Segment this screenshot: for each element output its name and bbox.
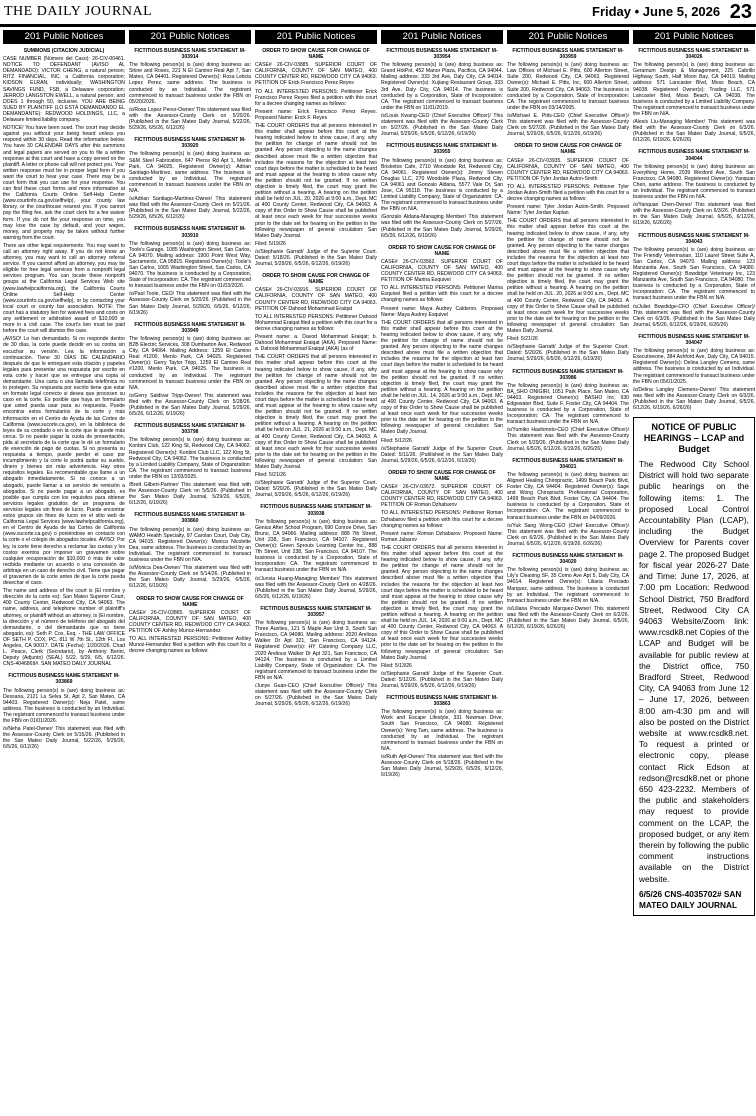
notices-column-3 bbox=[255, 30, 377, 1110]
notice-paragraph: Filed: 5/12/26 bbox=[381, 437, 412, 444]
section-header: 201 Public Notices bbox=[129, 30, 251, 44]
notice-paragraph: CASE# 26-CIV-03885. SUPERIOR COURT OF CALIFORNIA, COUNTY OF SAN MATEO, 400 COUNTY CENTER RD, REDWOOD CITY CA 94063. PETITION OF Erick Francisco Perez Reyes bbox=[255, 62, 377, 87]
notice-title: FICTITIOUS BUSINESS NAME STATEMENT M-303869 bbox=[8, 673, 120, 686]
legal-notice bbox=[507, 143, 629, 362]
notices-column-4 bbox=[381, 30, 503, 1110]
notice-paragraph: The following person(s) is (are) doing business as: Aligned Healing Chiropractic, 1499 Beach Park Blvd, Foster City, CA 94404. Registered Owner(s): Sage and Wong Chiropractic Professional Corporation, 1499 Beach Park Blvd, Foster City, CA 94404. The business is conducted by a Corporation, State of Incorporation: CA. The registrant commenced to transact business under the FBN on 04/09/2026. bbox=[507, 471, 629, 521]
page-number: 23 bbox=[729, 1, 752, 23]
notice-paragraph: /s/Stephanie Garratt/ Judge of the Superior Court. Dated: 5/11/26. (Published in the San Mateo Daily Journal, 5/29/26, 6/5/26, 6/12/26, 6/19/26) bbox=[381, 445, 503, 464]
notice-paragraph: CASE# 26-CIV-03935. SUPERIOR COURT OF CALIFORNIA, COUNTY OF SAN MATEO, 400 COUNTY CENTER RD, REDWOOD CITY CA 94063. PETITION OF Tyler Jordan Auton-Smith bbox=[507, 157, 629, 182]
notice-paragraph: /s/Paul Toole, CEO/ This statement was filed with the Assessor-County Clerk on 5/20/26. (Published in the San Mateo Daily Journal, 5/29/26, 6/5/26, 6/12/26, 6/19/26) bbox=[129, 291, 251, 316]
notice-paragraph: CASE# 26-CIV-03865. SUPERIOR COURT OF CALIFORNIA, COUNTY OF SAN MATEO, 400 COUNTY CENTER RD, REDWOOD CITY CA 94063. PETITION OF Ashley Munoz-Hernandez bbox=[129, 609, 251, 634]
notice-title: ORDER TO SHOW CAUSE FOR CHANGE OF NAME bbox=[136, 595, 244, 608]
notice-paragraph: /s/Stephanie Garratt/ Judge of the Superior Court. Dated: 5/12/26. (Published in the San Mateo Daily Journal, 5/29/26, 6/5/26, 6/12/26, 6/19/26) bbox=[381, 670, 503, 689]
notice-paragraph: /Gonzalo Aldana-Managing Member/ This statement was filed with the Assessor-County Clerk on 5/27/26. (Published in the San Mateo Daily Journal, 5/29/26, 6/5/26, 6/12/26, 6/19/26) bbox=[381, 214, 503, 239]
legal-notice bbox=[129, 596, 251, 655]
legal-notice bbox=[129, 137, 251, 220]
notice-title: FICTITIOUS BUSINESS NAME STATEMENT M-303959 bbox=[512, 48, 624, 61]
notice-paragraph: /s/Michael E. Pitts-CEO (Chief Executive Officer)/ This statement was filed with the Assessor-County Clerk on 5/27/26. (Published in the San Mateo Daily Journal, 5/29/26, 6/5/26, 6/12/26, 6/19/26) bbox=[507, 112, 629, 138]
notice-paragraph: /s/Delina Langley Clemens-Owner/ This statement was filed with the Assessor-County Clerk on 6/3/26. (Published in the San Mateo Daily Journal, 6/5/26, 6/12/26, 6/19/26, 6/26/26) bbox=[633, 386, 755, 411]
notice-paragraph: TO ALL INTERESTED PERSONS: Petitioner Dahood Mohammad Eraiqat filed a petition with this court for a decree changing names as follows: bbox=[255, 313, 377, 332]
notice-paragraph: /s/Stephanie Garratt/ Judge of the Superior Court. Dated: 5/20/26. (Published in the San Mateo Daily Journal, 5/29/26, 6/5/26, 6/12/26, 6/19/26) bbox=[255, 480, 377, 499]
legal-notice bbox=[381, 48, 503, 137]
notice-paragraph: /Brett Gilbert-Partner/ This statement was filed with the Assessor-County Clerk on 5/5/26. (Published in the San Mateo Daily Journal, 5/29/26, 6/5/26, 6/12/26, 6/19/26) bbox=[129, 482, 251, 507]
notice-title: FICTITIOUS BUSINESS NAME STATEMENT M-303914 bbox=[134, 48, 246, 61]
notice-paragraph: The following person(s) is (are) doing business as: B2B Electric Services, 308 Dumbarton Ave, Redwood City, CA 94064. Mailing Address: 1259 El Camino Real #1200, Menlo Park, CA 94025. Registered Owner(s): Gerry Taylor Tripp, 1259 El Camino Real #1200, Menlo Park, CA 94025. The business is conducted by an Individual. The registrant commenced to transact business under the FBN on N/A. bbox=[129, 335, 251, 391]
notice-paragraph: TO ALL INTERESTED PERSONS: Petitioner Roman Dzhabarov filed a petition with this court for a decree changing names as follows: bbox=[381, 510, 503, 529]
issue-info bbox=[592, 1, 752, 24]
issue-date: Friday • June 5, 2026 bbox=[592, 4, 721, 19]
notice-title: FICTITIOUS BUSINESS NAME STATEMENT M-304026 bbox=[638, 48, 750, 61]
notice-title: FICTITIOUS BUSINESS NAME STATEMENT M-303949 bbox=[134, 321, 246, 334]
notice-paragraph: The following person(s) is (are) doing business as: Grand HotPot, 452 Manor Plaza, Pacifica, CA 94044. Mailing address: 333 3rd Ave, Daly City, CA 94014. Registered Owner(s): Xujiang Restaurant Group, 333 3rd Ave, Daly City, CA 94014. The business is conducted by a Corporation, State of Incorporation: CA. The registrant commenced to transact business under the FBN on 11/01/2019. bbox=[381, 62, 503, 111]
legal-notice bbox=[633, 149, 755, 226]
notice-paragraph: The following person(s) is (are) doing business as: Law Offices of Michael E. Pitts, 600 Allerton Street, Suite 200, Redwood City, CA 94063. Registered Owner(s): Michael E. Pitts, Inc, 600 Allerton Street, Suite 200, Redwood City, CA 94063. The business is conducted by a Corporation, State of Incorporation: CA. The registrant commenced to transact business under the FBN on 03/14/2005. bbox=[507, 62, 629, 111]
notices-column-2 bbox=[129, 30, 251, 1110]
notice-title: FICTITIOUS BUSINESS NAME STATEMENT M-303957 bbox=[260, 605, 372, 618]
notice-paragraph: The following person(s) is (are) doing business as: Toole's Garage, 1085 Washington Street, San Carlos, CA 94070. Mailing address: 1900 Point West Way, Sacramento, CA 95815. Registered Owner(s): Toole's San Carlos, 1065 Washington Street, San Carlos, CA 94070. The business is conducted by a Corporation, State of Incorporation: CA. The registrant commenced to transact business under the FBN on 01/03/2026. bbox=[129, 240, 251, 290]
notice-paragraph: THE COURT ORDERS that all persons interested in this matter shall appear before this court at the hearing indicated below to show cause, if any, why the petition for change of name should not be granted. Any person objecting to the name changes described above must file a written objection that includes the reasons for the objection at least two court days before the matter is scheduled to be heard and must appear at the hearing to show cause why the petition should not be granted. If no written objection is timely filed, the court may grant the petition without a hearing. A hearing on the petition shall be held on JUL. 20, 2026 at 9:00 a.m., Dept. MC at 400 County Center, Redwood City, CA 94063. A copy of this Order to Show Cause shall be published at least once each week for four successive weeks prior to the date set for hearing on the petition in the following newspaper of general circulation: San Mateo Daily Journal. bbox=[507, 218, 629, 335]
notice-title: FICTITIOUS BUSINESS NAME STATEMENT M-303860 bbox=[134, 512, 246, 525]
notice-paragraph: /s/Adrian Santiago-Martinez-Owner/ This statement was filed with the Assessor-County Clerk on 5/21/26. (Published in the San Mateo Daily Journal, 5/22/26, 5/29/26, 6/5/26, 6/12/26) bbox=[129, 196, 251, 221]
notice-paragraph: /s/Juliet Bowdidge-CFO (Chief Executive Officer)/ This statement was filed with the Assessor-County Clerk on 6/3/26. (Published in the San Mateo Daily Journal, 6/5/26, 6/12/26, 6/19/26, 6/26/26) bbox=[633, 303, 755, 328]
hearing-notice-box bbox=[633, 417, 755, 916]
notices-column-1 bbox=[3, 30, 125, 1110]
section-header: 201 Public Notices bbox=[255, 30, 377, 44]
notice-paragraph: THE COURT ORDERS that all persons interested in this matter shall appear before this court at the hearing indicated below to show cause, if any, why the petition for change of name should not be granted. Any person objecting to the name changes described above must file a written objection that includes the reasons for the objection at least two court days before the matter is scheduled to be heard and must appear at the hearing to show cause why the petition should not be granted. If no written objection is timely filed, the court may grant the petition without a hearing. A hearing on the petition shall be held on JUL. 21, 2026 at 9:00 a.m., Dept. MC at 400 County Center, Redwood City, CA 94063. A copy of this Order to Show Cause shall be published at least once each week for four successive weeks prior to the date set for hearing on the petition in the following newspaper of general circulation: San Mateo Daily Journal. bbox=[255, 354, 377, 470]
notice-paragraph: /s/Gerry Saldivar Tripp-Owner/ This statement was filed with the Assessor-County Clerk on 5/28/26. (Published in the San Mateo Daily Journal, 5/29/26, 6/5/26, 6/12/26, 6/19/26) bbox=[129, 392, 251, 418]
notice-paragraph: The following person(s) is (are) doing business as: Three Aunties, 121 S Maple Ave Unit 3, South San Francisco, CA 94080. Mailing address: 2020 Arelious Walker Dr Apt 321, San Francisco, CA 94124. Registered Owner(s): HY Catering Company LLC, 2020 Arelious Walker Dr Apt 321, San Francisco, CA 94124. The business is conducted by a Limited Liability Company, State of Organization: CA. The registrant commenced to transact business under the FBN on N/A. bbox=[255, 620, 377, 681]
notice-paragraph: The following person(s) is (are) doing business as: Work and Escape Lifestyle, 331 Newman Drive, South San Francisco, CA 94080. Registered Owner(s): Yeng Tam, same address. The business is conducted by an Individual. The registrant commenced to transact business under the FBN on N/A. bbox=[381, 709, 503, 752]
notice-title: ORDER TO SHOW CAUSE FOR CHANGE OF NAME bbox=[262, 48, 370, 61]
legal-notice bbox=[507, 369, 629, 452]
notice-paragraph: The following person(s) is (are) doing business as: S&M Steel Fabrication, 647 Pierce Rd Apt 1, Menlo Park, CA 94025. Registered Owner(s): Adrian Santiago-Martinez, same address. The business is conducted by an Individual. The registrant commenced to transact business under the FBN on N/A. bbox=[129, 151, 251, 194]
notice-paragraph: /s/Stephanie Garratt/ Judge of the Superior Court. Dated: 5/18/26. (Published in the San Mateo Daily Journal, 5/29/26, 6/5/26, 6/12/26, 6/19/26) bbox=[255, 248, 377, 268]
legal-notice bbox=[129, 512, 251, 589]
notice-paragraph: /s/Yanquan Chen-Owner/ This statement was filed with the Assessor-County Clerk on 6/3/26. (Published in the San Mateo Daily Journal, 6/5/26, 6/12/26, 6/19/26, 6/26/26) bbox=[633, 202, 755, 227]
notice-paragraph: CASE# 26-CIV-03916. SUPERIOR COURT OF CALIFORNIA, COUNTY OF SAN MATEO, 400 COUNTY CENTER RD, REDWOOD CITY CA 94063. PETITION OF Dahood Mohammad Eraiqat bbox=[255, 287, 377, 312]
notice-paragraph: The following person(s) is (are) doing business as: Genius After School Program, 690 Conroe Drive, San Bruno, CA 94066. Mailing address: 888 7th Street, Unit 238, San Francisco, CA 94107. Registered Owner(s): Green Sprouts Learning Center Inc., 888 7th Street, Unit 238, San Francisco, CA 94107. The business is conducted by a Corporation, State of Incorporation: CA. The registrant commenced to transact business under the FBN on N/A. bbox=[255, 518, 377, 574]
section-header: 201 Public Notices bbox=[381, 30, 503, 44]
notice-paragraph: CASE# 26-CIV-03672. SUPERIOR COURT OF CALIFORNIA, COUNTY OF SAN MATEO, 400 COUNTY CENTER RD, REDWOOD CITY CA 94063. PETITION OF Roman Dzhabarov bbox=[381, 484, 503, 509]
notice-title: FICTITIOUS BUSINESS NAME STATEMENT M-303954 bbox=[386, 48, 498, 61]
hearing-notice-pubinfo: 6/5/26 CNS-4035702# SAN MATEO DAILY JOURNAL bbox=[639, 888, 742, 910]
notice-title: FICTITIOUS BUSINESS NAME STATEMENT M-303910 bbox=[134, 226, 246, 239]
notice-paragraph: The following person(s) is (are) doing business as: Konbini Club, 122 King St, Redwood City, CA 94062. Registered Owner(s): Konbini Club LLC, 122 King St, Redwood City, CA 94062. The business is conducted by a Limited Liability Company, State of Organization: CA. The registrant commenced to transact business under the FBN on 12/03/2025. bbox=[129, 437, 251, 480]
notice-title: FICTITIOUS BUSINESS NAME STATEMENT M-304043 bbox=[638, 232, 750, 245]
legal-notice bbox=[255, 504, 377, 599]
legal-notice bbox=[3, 48, 125, 667]
masthead-rule bbox=[0, 24, 756, 27]
notice-paragraph: The following person(s) is (are) doing business as: BA_SHO ONIGIRI, 1051 Park Place, San Mateo, CA 94403. Registered Owner(s): BASHO Inc, 930 Edgewater Blvd, Suite F, Foster City, CA 94404. The business is conducted by a Corporation, State of Incorporation: CA. The registrant commenced to transact business under the FBN on N/A. bbox=[507, 382, 629, 426]
notice-paragraph: The following person(s) is (are) doing business as: Geramum Design & Management, 225 Cabrillo Highway South, Half Moon Bay, CA 94019. Mailing address: 571 Lancaster Blvd, Moss Beach, CA 94038. Registered Owner(s): Trading LLC, 571 Lancaster Blvd, Moss Beach, CA 94038. The business is conducted by a Limited Liability Company. The registrant commenced to transact business under the FBN on N/A. bbox=[633, 62, 755, 117]
legal-notice bbox=[381, 470, 503, 689]
masthead bbox=[0, 0, 756, 24]
notice-paragraph: Present name: Roman Dzhabarov. Proposed Name: Roman Jabarov bbox=[381, 530, 503, 543]
notice-paragraph: TO ALL INTERESTED PERSONS: Petitioner Ashley Munoz-Hernandez filed a petition with this court for a decree changing names as follows: bbox=[129, 636, 251, 655]
notices-column-5 bbox=[507, 30, 629, 1110]
notice-title: FICTITIOUS BUSINESS NAME STATEMENT M-303863 bbox=[386, 695, 498, 708]
notice-paragraph: CASE NUMBER (Número del Caso): 26-CIV-00461. NOTICE TO DEFENDANT (AVISO AL DEMANDADO): VICTOR CHENG, a natural person; RITZ FINANCIAL, INC. a California corporation; KIDSON ELRAN, individually; WASHINGTON SAVINGS FUND, FSB, a Delaware corporation; JERROD LANGSTON EWELL, a natural person; and DOES 1 through 50, inclusive. YOU ARE BEING SUED BY PLAINTIFF (LO ESTÁ DEMANDANDO EL DEMANDANTE): REDWOOD HOLDINGS, LLC, a Delaware limited liability company. bbox=[3, 56, 125, 124]
notice-paragraph: /s/Yumiko Hashimoto-CEO (Chief Executive Officer)/ This statement was filed with the Assessor-County Clerk on 5/29/26. (Published in the San Mateo Daily Journal, 6/5/26, 6/12/26, 6/19/26, 6/26/26) bbox=[507, 427, 629, 452]
legal-notice bbox=[3, 673, 125, 750]
notice-paragraph: The following person(s) is (are) doing business as: Everything Home, 2039 Wexford Ave, South San Francisco, CA 94080. Registered Owner(s): Yanquan Chen, same address. The business is conducted by an Individual. The registrant commenced to transact business under the FBN on N/A. bbox=[633, 163, 755, 201]
notice-paragraph: /s/Liliana Preciado Marquez-Owner/ This statement was filed with the Assessor-County Clerk on 6/2/26. (Published in the San Mateo Daily Journal, 6/5/26, 6/12/26, 6/19/26, 6/26/26) bbox=[507, 605, 629, 631]
legal-notice bbox=[255, 273, 377, 498]
notice-paragraph: The following person(s) is (are) doing business as: Dessana, 2121 La Selva St, Apt 2, San Mateo, CA 94403. Registered Owner(s): Neja Patel, same address. The business is conducted by an Individual. The registrant commenced to transact business under the FBN on 01/01/2026. bbox=[3, 687, 125, 725]
section-header: 201 Public Notices bbox=[633, 30, 755, 44]
notice-paragraph: The following person(s) is (are) doing business as: Lily's Cleaning SF, 35 Como Ave Apt 5, Daly City, CA 94014. Registered Owner(s): Liliana Preciado Marquez, same address. The business is conducted by an Individual. The registrant commenced to transact business under the FBN on N/A. bbox=[507, 567, 629, 604]
legal-notice bbox=[633, 334, 755, 411]
legal-notice bbox=[633, 48, 755, 143]
legal-notice bbox=[129, 48, 251, 131]
notice-paragraph: Filed: 5/19/26 bbox=[255, 240, 286, 247]
legal-notice bbox=[507, 458, 629, 547]
notice-paragraph: /s/Stephanie Garratt/ Judge of the Superior Court. Dated: 5/20/26. (Published in the San Mateo Daily Journal, 5/29/26, 6/5/26, 6/12/26, 6/19/26) bbox=[507, 344, 629, 363]
notices-column-6 bbox=[633, 30, 755, 1110]
legal-notice bbox=[381, 143, 503, 238]
notice-paragraph: /s/Louis Kwang-CEO (Chief Executive Officer)/ This statement was filed with the Assessor-County Clerk on 5/27/26. (Published in the San Mateo Daily Journal, 5/29/26, 6/5/26, 6/12/26, 6/19/26) bbox=[381, 112, 503, 138]
notice-title: FICTITIOUS BUSINESS NAME STATEMENT M-304020 bbox=[512, 553, 624, 566]
notice-paragraph: The following person(s) is (are) doing business as: Executiveone, 384 Ashford Ave, Daly City, CA 94015. Registered Owner(s): Delina Langley Cemens, same address. The business is conducted by an Individual. The registrant commenced to transact business under the FBN on 05/01/2025. bbox=[633, 348, 755, 385]
notice-title: FICTITIOUS BUSINESS NAME STATEMENT M-303938 bbox=[260, 504, 372, 517]
legal-notice bbox=[507, 553, 629, 630]
notice-title: ORDER TO SHOW CAUSE FOR CHANGE OF NAME bbox=[262, 273, 370, 286]
legal-notice bbox=[381, 695, 503, 778]
notice-title: FICTITIOUS BUSINESS NAME STATEMENT M-303920 bbox=[134, 137, 246, 150]
notice-paragraph: TO ALL INTERESTED PERSONS: Petitioner Marina Esquivel filed a petition with this court for a decree changing names as follows: bbox=[381, 285, 503, 304]
hearing-notice-title: NOTICE OF PUBLIC HEARINGS – LCAP and Budget bbox=[643, 422, 745, 455]
notice-paragraph: Present name: Erick Francisco Perez Reyes. Proposed Name: Erick F. Reyes bbox=[255, 108, 377, 121]
notice-title: FICTITIOUS BUSINESS NAME STATEMENT M-303955 bbox=[386, 143, 498, 156]
notice-paragraph: NOTICE! You have been sued. The court may decide against you without your being heard unless you respond within 30 days. Read the information below. You have 30 CALENDAR DAYS after this summons and legal papers are served on you to file a written response at this court and have a copy served on the plaintiff. A letter or phone call will not protect you. Your written response must be in proper legal form if you want the court to hear your case. There may be a court form that you can use for your response. You can find these court forms and more information at the California Courts Online Self-Help Center (www.courtinfo.ca.gov/selfhelp), your county law library, or the courthouse nearest you. If you cannot pay the filing fee, ask the court clerk for a fee waiver form. If you do not file your response on time, you may lose the case by default, and your wages, money, and property may be taken without further warning from the court. bbox=[3, 125, 125, 241]
section-header: 201 Public Notices bbox=[3, 30, 125, 44]
notice-paragraph: ¡AVISO! Lo han demandado. Si no responde dentro de 30 días, la corte puede decidir en su contra sin escuchar su versión. Lea la información a continuación. Tiene 30 DÍAS DE CALENDARIO después de que le entreguen esta citación y papeles legales para presentar una respuesta por escrito en esta corte y hacer que se entregue una copia al demandante. Una carta o una llamada telefónica no lo protegen. Su respuesta por escrito tiene que estar en formato legal correcto si desea que procesen su caso en la corte. Es posible que haya un formulario que usted pueda usar para su respuesta. Puede encontrar estos formularios de la corte y más información en el Centro de Ayuda de las Cortes de California (www.sucorte.ca.gov), en la biblioteca de leyes de su condado o en la corte que le quede más cerca. Si no puede pagar la cuota de presentación, pida al secretario de la corte que le dé un formulario de exención de pago de cuotas. Si no presenta su respuesta a tiempo, puede perder el caso por incumplimiento y la corte le podrá quitar su sueldo, dinero y bienes sin más advertencia. Hay otros requisitos legales. Es recomendable que llame a un abogado inmediatamente. Si no conoce a un abogado, puede llamar a un servicio de remisión a abogados. Si no puede pagar a un abogado, es posible que cumpla con los requisitos para obtener servicios legales gratuitos de un programa de servicios legales sin fines de lucro. Puede encontrar estos grupos sin fines de lucro en el sitio web de California Legal Services (www.lawhelpcalifornia.org), en el Centro de Ayuda de las Cortes de California (www.sucorte.ca.gov) o poniéndose en contacto con la corte o el colegio de abogados locales. AVISO: Por ley, la corte tiene derecho a reclamar las cuotas y los costos exentos por imponer un gravamen sobre cualquier recuperación de $10,000 ó más de valor recibida mediante un acuerdo o una concesión de arbitraje en un caso de derecho civil. Tiene que pagar el gravamen de la corte antes de que la corte pueda desechar el caso. bbox=[3, 336, 125, 587]
legal-notice bbox=[129, 226, 251, 315]
legal-notice bbox=[129, 322, 251, 417]
notice-paragraph: /s/Monica Dea-Owner/ This statement was filed with the Assessor-County Clerk on 5/14/26. (Published in the San Mateo Daily Journal, 5/29/26, 6/5/26, 6/12/26, 6/19/26) bbox=[129, 565, 251, 590]
legal-notice bbox=[255, 606, 377, 708]
notice-paragraph: The following person(s) is (are) doing business as: Shine and Roses, 221 N El Camino Real Apt 7, San Mateo, CA 94401. Registered Owner(s): Rosa Leticia Lopez Perez, same address. The business is conducted by an Individual. The registrant commenced to transact business under the FBN on 05/20/2026. bbox=[129, 62, 251, 105]
notice-paragraph: TO ALL INTERESTED PERSONS: Petitioner Erick Francisco Perez Reyes filed a petition with this court for a decree changing names as follows: bbox=[255, 88, 377, 107]
notice-paragraph: THE COURT ORDERS that all persons interested in this matter shall appear before this court at the hearing indicated below to show cause, if any, why the petition for change of name should not be granted. Any person objecting to the name changes described above must file a written objection that includes the reasons for the objection at least two court days before the matter is scheduled to be heard and must appear at the hearing to show cause why the petition should not be granted. If no written objection is timely filed, the court may grant the petition without a hearing. A hearing on the petition shall be held on JUL. 14, 2026 at 9:00 a.m., Dept. MC at 400 County Center, Redwood City, CA 94063. A copy of this Order to Show Cause shall be published at least once each week for four successive weeks prior to the date set for hearing on the petition in the following newspaper of general circulation: San Mateo Daily Journal. bbox=[381, 319, 503, 436]
legal-notice bbox=[381, 245, 503, 464]
legal-notice bbox=[507, 48, 629, 137]
notice-title: FICTITIOUS BUSINESS NAME STATEMENT M-304044 bbox=[638, 149, 750, 162]
notice-paragraph: /Junye Guan-CEO (Chief Executive Officer)/ This statement was filed with the Assessor-County Clerk on 5/27/26. (Published in the San Mateo Daily Journal, 5/29/26, 6/5/26, 6/12/26, 6/19/26) bbox=[255, 683, 377, 708]
notice-paragraph: THE COURT ORDERS that all persons interested in this matter shall appear before this court at the hearing indicated below to show cause, if any, why the petition for change of name should not be granted. Any person objecting to the name changes described above must file a written objection that includes the reasons for the objection at least two court days before the matter is scheduled to be heard and must appear at the hearing to show cause why the petition should not be granted. If no written objection is timely filed, the court may grant the petition without a hearing. A hearing on the petition shall be held on JUL. 20, 2026 at 9:00 a.m., Dept. MC at 400 County Center, Redwood City, CA 94063. A copy of this Order to Show Cause shall be published at least once each week for four successive weeks prior to the date set for hearing on the petition in the following newspaper of general circulation: San Mateo Daily Journal. bbox=[255, 123, 377, 239]
paper-title: THE DAILY JOURNAL bbox=[4, 4, 153, 19]
notice-paragraph: /s/Yuk Sang Wong-CEO (Chief Executive Officer)/ This statement was filed with the Assessor-County Clerk on 6/2/26. (Published in the San Mateo Daily Journal, 6/5/26, 6/12/26, 6/19/26, 6/26/26) bbox=[507, 522, 629, 547]
notice-title: ORDER TO SHOW CAUSE FOR CHANGE OF NAME bbox=[514, 143, 622, 156]
notice-paragraph: Present name: Tyler Jordan Auton-Smith. Proposed Name: Tyler Jordan Kaplan bbox=[507, 204, 629, 217]
notice-paragraph: The following person(s) is (are) doing business as: The Friendly Veterinarian, 110 Laurel Street Suite A, San Carlos, CA 94070. Mailing address: 123 Manzanita Ave, South San Francisco, CA 94080. Registered Owner(s): Bowdidge Veterinary Inc, 123 Manzanita Ave, South San Francisco, CA 94080. The business is conducted by a Corporation, State of Incorporation: CA. The registrant commenced to transact business under the FBN on N/A. bbox=[633, 246, 755, 302]
notice-title: FICTITIOUS BUSINESS NAME STATEMENT M-304021 bbox=[512, 457, 624, 470]
notice-paragraph: THE COURT ORDERS that all persons interested in this matter shall appear before this court at the hearing indicated below to show cause, if any, why the petition for change of name should not be granted. Any person objecting to the name changes described above must file a written objection that includes the reasons for the objection at least two court days before the matter is scheduled to be heard and must appear at the hearing to show cause why the petition should not be granted. If no written objection is timely filed, the court may grant the petition without a hearing. A hearing on the petition shall be held on JUL. 14, 2026 at 9:00 a.m., Dept. MC at 400 County Center, Redwood City, CA 94063. A copy of this Order to Show Cause shall be published at least once each week for four successive weeks prior to the date set for hearing on the petition in the following newspaper of general circulation: San Mateo Daily Journal. bbox=[381, 544, 503, 661]
notice-paragraph: /s/Ruth Apt-Owner/ This statement was filed with the Assessor-County Clerk on 5/18/26. (Published in the San Mateo Daily Journal, 5/29/26, 6/5/26, 6/12/26, 6/19/26) bbox=[381, 753, 503, 779]
notice-paragraph: The name and address of the court is (El nombre y dirección de la corte es): San Mateo Superior Court, 400 County Center, Redwood City, CA 94063. The name, address, and telephone number of plaintiff's attorney, or plaintiff without an attorney, is (El nombre, la dirección y el número de teléfono del abogado del demandante, o del demandante que no tiene abogado, es): Seth P. Cox, Esq. - THE LAW OFFICE OF SETH P. COX, PC, 811 W 7th St., 12th Fl., Los Angeles, CA 90017. DATE (Fecha): 1/20/2026. Chad L. Peace, Clerk (Secretario), by Anthony Berini, Deputy (Adjunto) (SEAL) 5/22, 5/29, 6/5, 6/12/26. CNS-4046869#. SAN MATEO DAILY JOURNAL bbox=[3, 588, 125, 668]
notice-paragraph: The following person(s) is (are) doing business as: Brisketos Cafe, 2710 Woodside Rd, Redwood City, CA 94061. Registered Owner(s): Jimmy Steven Douglas LLC, 270 Woodside Plaza, Redwood City, CA 94061 and Gonzalo Aldana, 5577 Vale Dr, San Jose, CA 95118. The business is conducted by a Limited Liability Company, State of Organization: CA. The registrant commenced to transact business under the FBN on N/A. bbox=[381, 157, 503, 213]
notice-paragraph: CASE# 26-CIV-03562. SUPERIOR COURT OF CALIFORNIA, COUNTY OF SAN MATEO, 400 COUNTY CENTER RD, REDWOOD CITY CA 94063. PETITION OF Marina Esquivel bbox=[381, 258, 503, 284]
notice-paragraph: /s/Junxia Huang-Managing Member/ This statement was filed with the Assessor-County Clerk on 4/28/26. (Published in the San Mateo Daily Journal, 5/29/26, 6/5/26, 6/12/26, 6/19/26) bbox=[255, 575, 377, 600]
notice-title: SUMMONS (CITACION JUDICIAL) bbox=[23, 48, 105, 54]
notice-title: FICTITIOUS BUSINESS NAME STATEMENT M-304047 bbox=[638, 333, 750, 347]
notice-title: ORDER TO SHOW CAUSE FOR CHANGE OF NAME bbox=[388, 244, 496, 257]
notice-title: ORDER TO SHOW CAUSE FOR CHANGE OF NAME bbox=[388, 469, 496, 482]
legal-notice bbox=[255, 48, 377, 267]
notice-title: FICTITIOUS BUSINESS NAME STATEMENT M-303986 bbox=[512, 368, 624, 381]
legal-notice bbox=[129, 423, 251, 506]
notice-paragraph: There are other legal requirements. You may want to call an attorney right away. If you do not know an attorney, you may want to call an attorney referral service. If you cannot afford an attorney, you may be eligible for free legal services from a nonprofit legal services program. You can locate these nonprofit groups at the California Legal Services Web site (www.lawhelpcalifornia.org), the California Courts Online Self-Help Center (www.courtinfo.ca.gov/selfhelp), or by contacting your local court or county bar association. NOTE: The court has a statutory lien for waived fees and costs on any settlement or arbitration award of $10,000 or more in a civil case. The court's lien must be paid before the court will dismiss the case. bbox=[3, 242, 125, 335]
legal-notice bbox=[633, 233, 755, 328]
notice-paragraph: /s/Neha Patel-Owner/ This statement was filed with the Assessor-County Clerk on 5/15/26. (Published in the San Mateo Daily Journal, 5/22/26, 5/29/26, 6/5/26, 6/12/26) bbox=[3, 726, 125, 751]
notice-paragraph: /Alexis Liu-Managing Member/ This statement was filed with the Assessor-County Clerk on 6/3/26. (Published in the San Mateo Daily Journal, 6/5/26, 6/12/26, 6/19/26, 6/26/26) bbox=[633, 119, 755, 144]
notice-paragraph: TO ALL INTERESTED PERSONS: Petitioner Tyler Jordan Auton-Smith filed a petition with this court for a decree changing names as follows: bbox=[507, 183, 629, 203]
notice-paragraph: Present name: Maya Audrey Calderon. Proposed Name: Maya Audrey Esquivel bbox=[381, 305, 503, 318]
notice-paragraph: Present name: a. Davod Mohammad Eraiqat; b. Dahood Mohammad Eraiqat (AKA). Proposed Name: a. Dahood Mohammad Eraiqat (AKA) (as of bbox=[255, 334, 377, 353]
notice-paragraph: Filed: 5/21/26 bbox=[507, 336, 538, 343]
section-header: 201 Public Notices bbox=[507, 30, 629, 44]
notice-paragraph: /s/Rosa Lopez Perez-Owner/ This statement was filed with the Assessor-County Clerk on 5/20/26. (Published in the San Mateo Daily Journal, 5/22/26, 5/29/26, 6/5/26, 6/12/26) bbox=[129, 106, 251, 132]
hearing-notice-body: The Redwood City School District will hold two separate public hearings on the following items: 1. The proposed Local Control Accountability Plan (LCAP), including the Budget Overview for Parents cover page 2. The proposed Budget for fiscal year 2026-27 Date and Time: June 17, 2026, at 7:00 pm Location: Redwood School District, 750 Bradford Street, Redwood City CA 94063 Website/Zoom link: www.rcsdk8.net Copies of the LCAP and Budget will be available for public review at the District office, 750 Bradford Street, Redwood City, CA 94063 from June 12 – June 17, 2026, between 8:00 am-4:30 pm and will also be posted on the District website at www.rcsdk8.net. To request a printed or electronic copy, please contact Rick Edson at redson@rcsdk8.net or phone 650 423-2232. Members of the public and stakeholders may request to provide comment on the LCAP, the proposed budget, or any item therein by following the public comment instructions available on the District website. bbox=[639, 459, 749, 884]
notice-paragraph: Filed: 5/13/26 bbox=[381, 662, 412, 669]
notice-paragraph: Filed: 5/21/26 bbox=[255, 472, 286, 479]
notice-paragraph: The following person(s) is (are) doing business as: WAMO Health Specialty, 97 Carolan Court, Daly City, CA 94015. Registered Owner(s): Monica Nicolette Dea, same address. The business is conducted by an Individual. The registrant commenced to transact business under the FBN on N/A. bbox=[129, 526, 251, 564]
notice-title: FICTITIOUS BUSINESS NAME STATEMENT M-303798 bbox=[134, 423, 246, 436]
